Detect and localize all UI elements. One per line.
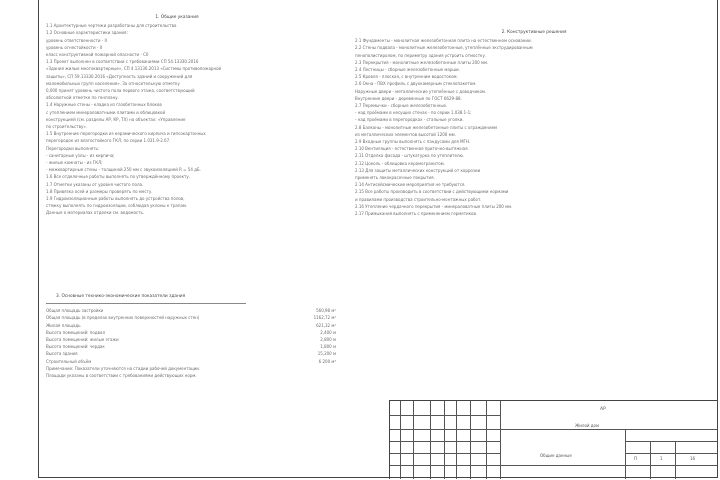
section-title: 1. Общие указания: [155, 15, 199, 20]
text-line: 2.6 Окна - ПВХ профиль с двухкамерным стеклопакетом.: [355, 81, 477, 87]
indicator-value: 2,800 м: [320, 337, 336, 343]
text-line: - санитарные узлы - из кирпича;: [46, 152, 115, 158]
text-line: 1.2 Основные характеристики здания:: [46, 30, 128, 36]
text-line: 1.6 Все отделочные работы выполнять по утверждённому проекту.: [46, 174, 190, 180]
text-line: - межквартирные стены - толщиной 250 мм с звукоизоляцией R = 54 дБ.: [46, 167, 201, 173]
text-line: Перегородки выполнять:: [46, 145, 100, 151]
stamp-sheets: 16: [690, 456, 696, 461]
text-line: 2.9 Входные группы выполнять с пандусами для МГН.: [355, 139, 471, 145]
table-row: [46, 307, 336, 314]
indicators-notes: [46, 365, 346, 379]
text-line: 2.4 Лестницы - сборные железобетонные марши.: [355, 67, 460, 73]
title-block-stamp: [389, 400, 717, 479]
text-line: абсолютной отметке по генплану.: [46, 95, 119, 101]
text-line: 1.7 Отметки указаны от уровня чистого пола.: [46, 181, 144, 187]
text-line: 1.1 Архитектурные чертежи разработаны для строительства: [46, 23, 177, 29]
text-line: - над проёмами в несущих стенах - по серии 1.038.1-1;: [355, 110, 472, 116]
table-row: [46, 329, 336, 336]
table-row: [46, 336, 336, 343]
text-line: 2.15 Все работы производить в соответствии с действующими нормами: [355, 189, 509, 195]
text-line: перегородок из влагостойкого ГКЛ, по серии 1.031.9-2.07.: [46, 138, 171, 144]
text-line: Наружные двери - металлические утеплённые с доводчиком.: [355, 88, 487, 94]
text-line: 2.13 Для защиты металлических конструкций от коррозии: [355, 167, 481, 173]
table-row: [46, 350, 336, 357]
text-line: с утеплением минераловатными плитами и облицовкой: [46, 109, 166, 115]
text-line: применять лакокрасочные покрытия.: [355, 175, 435, 181]
indicators-table: [46, 307, 346, 365]
stamp-sheet: 1: [660, 456, 663, 461]
indicator-value: 621,32 м²: [316, 322, 336, 328]
text-line: 2.7 Перемычки - сборные железобетонные.: [355, 103, 448, 109]
indicator-value: 560,98 м²: [316, 308, 336, 314]
text-line: конструкцией (см. разделы АР, КР, ТХ) на объектах: «Управление: [46, 116, 186, 122]
general-notes-text: [46, 22, 308, 216]
text-line: 1.9 Гидроизоляционные работы выполнять до устройства полов,: [46, 196, 185, 202]
text-line: Внутренние двери - деревянные по ГОСТ 6629-88.: [355, 95, 462, 101]
text-line: стяжку выполнять по гидроизоляции, соблюдая уклоны к трапам.: [46, 203, 188, 209]
table-row: [46, 322, 336, 329]
structural-notes-section: [355, 29, 713, 217]
text-line: 2.12 Цоколь - облицовка керамогранитом.: [355, 160, 445, 166]
tech-indicators-block: [46, 293, 346, 379]
text-line: Данные о материалах отделки см. ведомость.: [46, 210, 145, 216]
section-title: 2. Конструктивные решения: [501, 30, 567, 35]
indicator-label: Общая площадь застройки: [46, 308, 104, 314]
text-line: 2.3 Перекрытия - монолитные железобетонные плиты 200 мм.: [355, 59, 489, 65]
text-line: 2.10 Вентиляция - естественная приточно-вытяжная.: [355, 146, 469, 152]
general-notes-section: [46, 14, 308, 217]
text-line: 0,000 принят уровень чистого пола первого этажа, соответствующий: [46, 88, 195, 94]
text-line: «Здания жилые многоквартирные», СП 4.13130.2013 «Системы противопожарной: [46, 66, 222, 72]
text-line: 1.3 Проект выполнен в соответствии с требованиями СП 54.13330.2016: [46, 59, 199, 65]
text-line: пенополистиролом, по периметру здания устроить отмостку.: [355, 52, 487, 58]
text-line: 2.8 Балконы - монолитные железобетонные плиты с ограждением: [355, 124, 498, 130]
stamp-stage: П: [634, 456, 638, 461]
text-line: 1.4 Наружные стены - кладка из газобетонных блоков: [46, 102, 162, 108]
text-line: 2.16 Утепление чердачного перекрытия - минераловатные плиты 200 мм.: [355, 203, 513, 209]
indicator-label: Жилая площадь: [46, 322, 81, 328]
indicator-value: 2,400 м: [320, 329, 336, 335]
text-line: 2.1 Фундаменты - монолитная железобетонная плита на естественном основании.: [355, 38, 532, 44]
text-line: защиты», СП 59.13330.2016 «Доступность зданий и сооружений для: [46, 73, 193, 79]
indicator-value: 15,200 м: [317, 351, 336, 357]
indicator-value: 1,800 м: [320, 344, 336, 350]
table-row: [46, 358, 336, 365]
text-line: уровень ответственности - II: [46, 37, 107, 43]
text-line: по строительству».: [46, 124, 88, 130]
stamp-object-name: Жилой дом: [575, 423, 600, 428]
divider: [46, 303, 246, 304]
text-line: 2.2 Стены подвала - монолитные железобетонные, утеплённые экструдированным: [355, 45, 533, 51]
indicator-label: Общая площадь (в пределах внутренних поверхностей наружных стен): [46, 315, 200, 321]
text-line: и правилами производства строительно-монтажных работ.: [355, 196, 482, 202]
text-line: класс конструктивной пожарной опасности - С0: [46, 52, 149, 58]
indicator-value: 6 200 м³: [318, 358, 336, 364]
text-line: Примечание: Показатели уточняются на стадии рабочей документации.: [46, 365, 201, 371]
stamp-sheet-title: Общие данные: [540, 453, 572, 458]
indicator-value: 1162,72 м²: [313, 315, 336, 321]
section-title: 3. Основные технико-экономические показатели здания: [56, 294, 186, 299]
text-line: Площади указаны в соответствии с требованиями действующих норм.: [46, 373, 197, 379]
table-row: [46, 314, 336, 321]
indicator-label: Высота помещений: жилые этажи: [46, 337, 119, 343]
structural-notes-text: [355, 37, 713, 217]
indicator-label: Высота здания: [46, 351, 78, 357]
text-line: 2.17 Примыкания выполнять с применением герметиков.: [355, 211, 478, 217]
text-line: - жилые комнаты - из ГКЛ;: [46, 160, 103, 166]
text-line: уровень огнестойкости - II: [46, 44, 102, 50]
indicator-label: Высота помещений: подвал: [46, 329, 105, 335]
indicator-label: Высота помещений: чердак: [46, 344, 105, 350]
text-line: из металлических элементов высотой 1200 мм.: [355, 131, 456, 137]
text-line: - над проёмами в перегородках - стальные уголки.: [355, 117, 464, 123]
text-line: 2.14 Антисейсмические мероприятия не требуются.: [355, 182, 466, 188]
table-row: [46, 343, 336, 350]
text-line: 2.11 Отделка фасада - штукатурка по утеплителю.: [355, 153, 465, 159]
text-line: 2.5 Кровля - плоская, с внутренним водостоком.: [355, 74, 458, 80]
indicator-label: Строительный объём: [46, 358, 92, 364]
text-line: 1.8 Привязка осей и размеры проверять по месту.: [46, 188, 153, 194]
text-line: 1.5 Внутренние перегородки из керамического кирпича и гипсокартонных: [46, 131, 206, 137]
text-line: маломобильных групп населения». За относительную отметку: [46, 80, 180, 86]
stamp-code: АР: [600, 407, 606, 412]
